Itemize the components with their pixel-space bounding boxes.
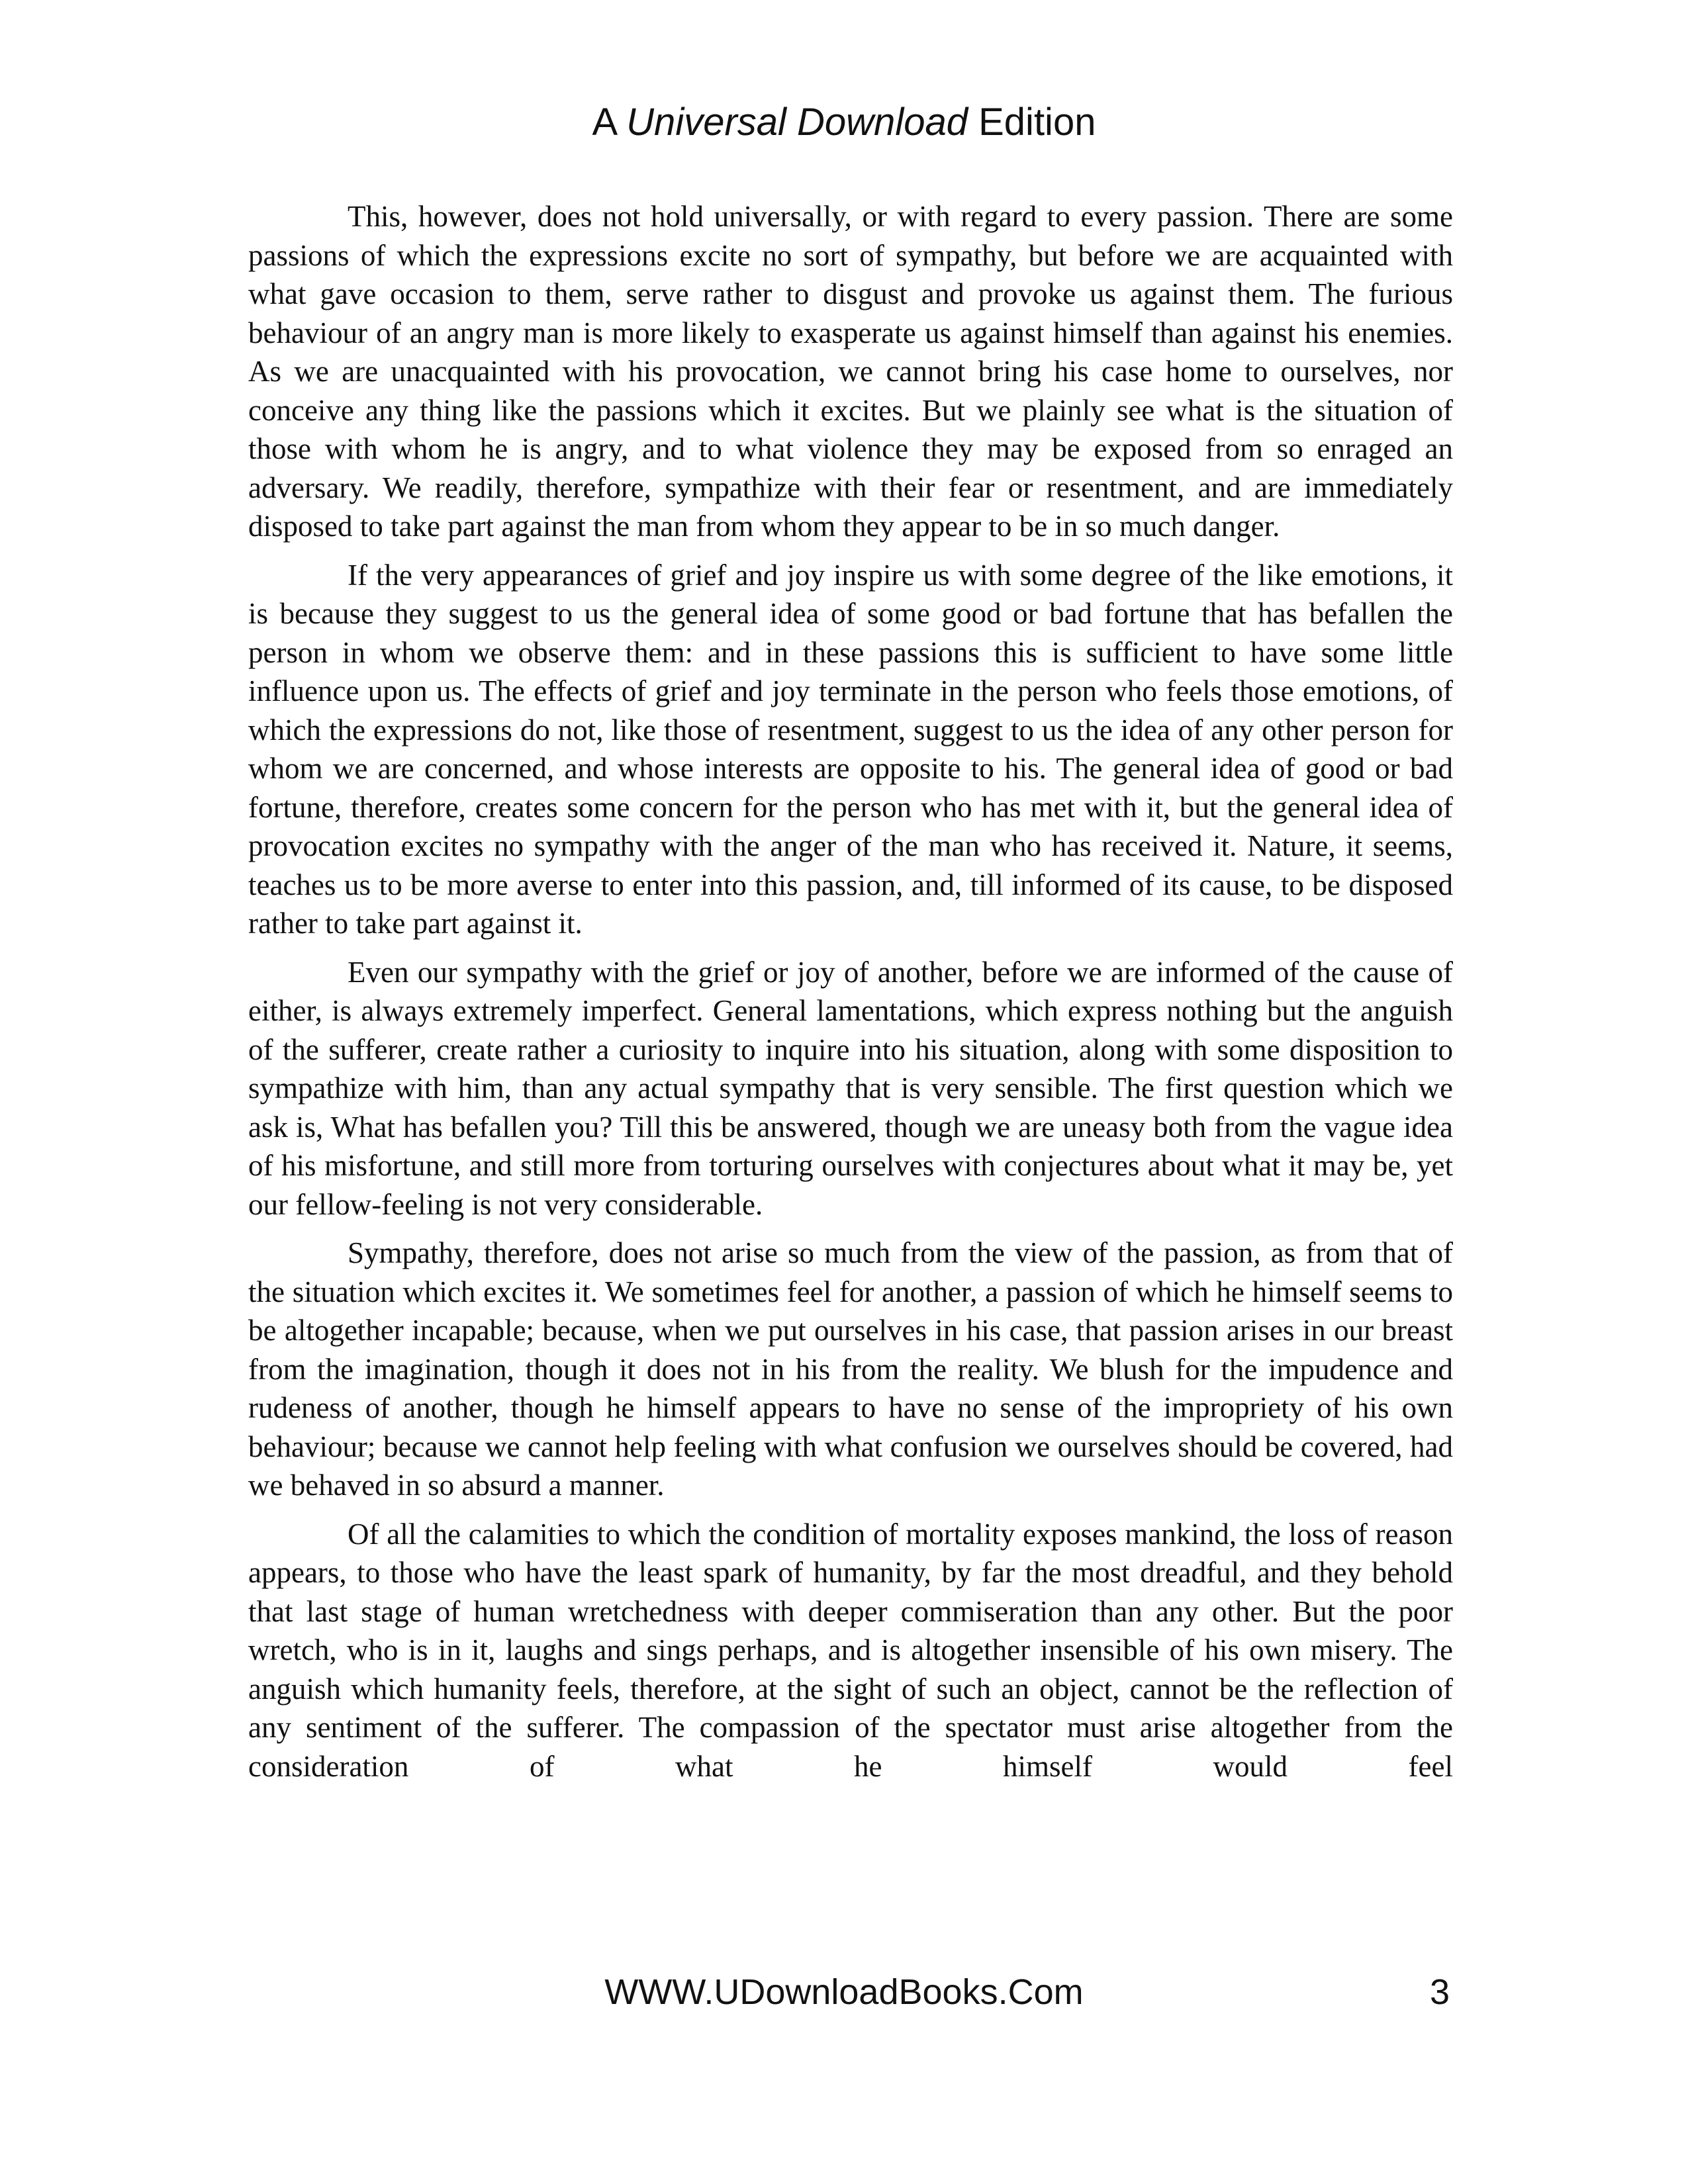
paragraph-1: This, however, does not hold universally, or with regard to every passion. There are some passions of which the expressions excite no sort of sympathy, but before we are acquainted with what gave occasion to them, serve rather to disgust and provoke us against them. The furious behaviour of an angry man is more likely to exasperate us against himself than against his enemies. As we are unacquainted with his provocation, we cannot bring his case home to ourselves, nor conceive any thing like the passions which it excites. But we plainly see what is the situation of those with whom he is angry, and to what violence they may be exposed from so enraged an adversary. We readily, therefore, sympathize with their fear or resentment, and are immediately disposed to take part against the man from whom they appear to be in so much danger. <box>248 200 1453 543</box>
paragraph-2: If the very appearances of grief and joy inspire us with some degree of the like emotions, it is because they suggest to us the general idea of some good or bad fortune that has befallen the person in whom we observe them: and in these passions this is sufficient to have some little influence upon us. The effects of grief and joy terminate in the person who feels those emotions, of which the expressions do not, like those of resentment, suggest to us the idea of any other person for whom we are concerned, and whose interests are opposite to his. The general idea of good or bad fortune, therefore, creates some concern for the person who has met with it, but the general idea of provocation excites no sympathy with the anger of the man who has received it. Nature, it seems, teaches us to be more averse to enter into this passion, and, till informed of its cause, to be disposed rather to take part against it. <box>248 558 1453 940</box>
header-emphasis: Universal Download <box>626 101 968 144</box>
paragraph-3: Even our sympathy with the grief or joy of another, before we are informed of the cause of either, is always extremely imperfect. General lamentations, which express nothing but the anguish of the sufferer, create rather a curiosity to inquire into his situation, along with some disposition to sympathize with him, than any actual sympathy that is very sensible. The first question which we ask is, What has befallen you? Till this be answered, though we are uneasy both from the vague idea of his misfortune, and still more from torturing ourselves with conjectures about what it may be, yet our fellow-feeling is not very considerable. <box>248 955 1453 1221</box>
page-footer <box>0 1962 1688 2022</box>
header-suffix: Edition <box>978 101 1096 144</box>
footer-site-link[interactable]: WWW.UDownloadBooks.Com <box>604 1972 1084 2012</box>
page-header <box>0 93 1688 152</box>
paragraph-5: Of all the calamities to which the condition of mortality exposes mankind, the loss of reason appears, to those who have the least spark of humanity, by far the most dreadful, and they behold that last stage of human wretchedness with deeper commiseration than any other. But the poor wretch, who is in it, laughs and sings perhaps, and is altogether insensible of his own misery. The anguish which humanity feels, therefore, at the sight of such an object, cannot be the reflection of any sentiment of the sufferer. The compassion of the spectator must arise altogether from the consideration of what he himself would feel <box>248 1517 1453 1783</box>
body-text <box>248 197 1453 1796</box>
page-number: 3 <box>1429 1972 1450 2012</box>
paragraph-4: Sympathy, therefore, does not arise so much from the view of the passion, as from that of the situation which excites it. We sometimes feel for another, a passion of which he himself seems to be altogether incapable; because, when we put ourselves in his case, that passion arises in our breast from the imagination, though it does not in his from the reality. We blush for the impudence and rudeness of another, though he himself appears to have no sense of the impropriety of his own behaviour; because we cannot help feeling with what confusion we ourselves should be covered, had we behaved in so absurd a manner. <box>248 1236 1453 1502</box>
header-prefix: A <box>592 101 616 144</box>
